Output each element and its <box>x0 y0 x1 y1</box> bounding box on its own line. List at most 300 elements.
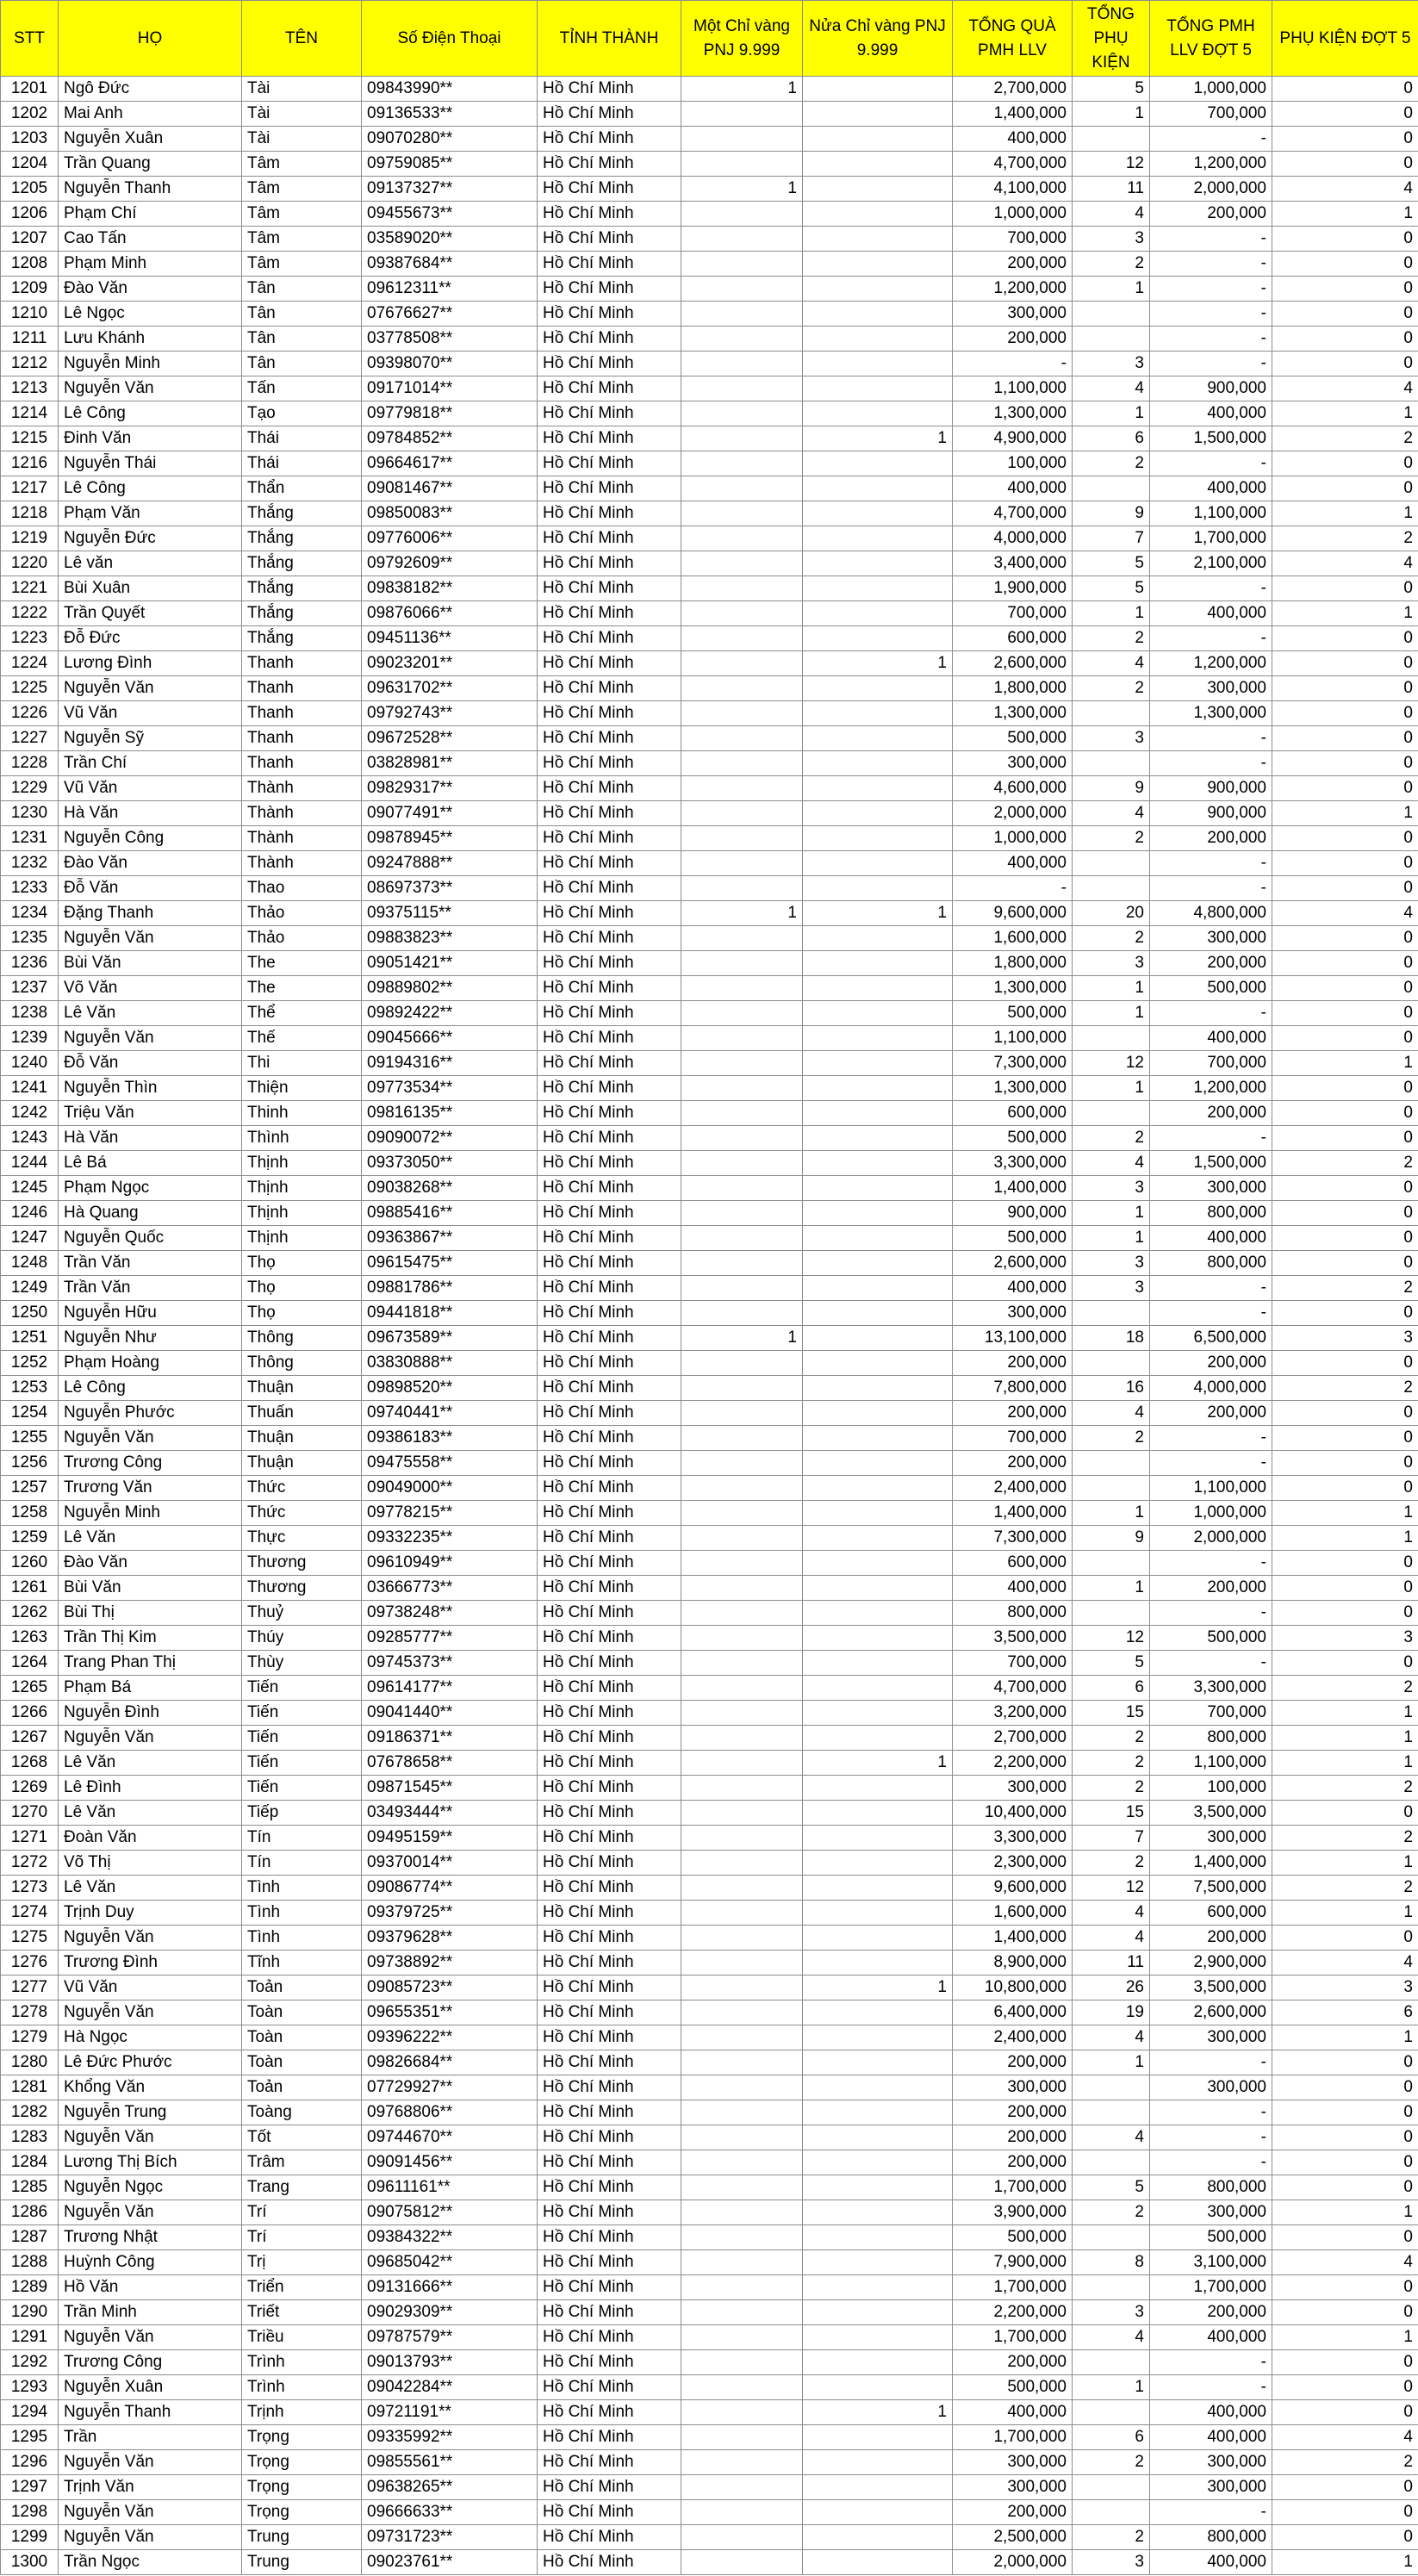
cell-voucher-round5: 300,000 <box>1150 2475 1272 2500</box>
cell-ten: Thuấn <box>242 1401 362 1426</box>
cell-stt: 1254 <box>1 1401 59 1426</box>
cell-total-voucher: 200,000 <box>953 1351 1073 1376</box>
cell-half-chi-gold: 1 <box>803 1751 953 1776</box>
cell-phone: 09673589** <box>362 1326 538 1351</box>
cell-ho: Trang Phan Thị <box>59 1651 242 1676</box>
cell-ho: Lê Bá <box>59 1151 242 1176</box>
cell-voucher-round5: 3,500,000 <box>1150 1801 1272 1826</box>
cell-voucher-round5: 1,200,000 <box>1150 651 1272 676</box>
cell-province: Hồ Chí Minh <box>538 1401 681 1426</box>
cell-half-chi-gold <box>803 726 953 751</box>
cell-ho: Trương Nhật <box>59 2225 242 2250</box>
cell-ho: Lê Đình <box>59 1776 242 1801</box>
cell-one-chi-gold <box>681 426 803 451</box>
cell-ho: Nguyễn Trung <box>59 2100 242 2125</box>
cell-stt: 1244 <box>1 1151 59 1176</box>
cell-province: Hồ Chí Minh <box>538 1826 681 1851</box>
cell-phone: 09384322** <box>362 2225 538 2250</box>
cell-ten: Tâm <box>242 252 362 277</box>
cell-stt: 1291 <box>1 2325 59 2350</box>
cell-ten: Tân <box>242 327 362 352</box>
cell-one-chi-gold <box>681 526 803 551</box>
cell-phone: 09194316** <box>362 1051 538 1076</box>
cell-phone: 09826684** <box>362 2050 538 2075</box>
cell-total-voucher: 2,000,000 <box>953 2550 1073 2575</box>
cell-accessories-round5: 0 <box>1272 1001 1418 1026</box>
cell-total-accessories: 6 <box>1073 2425 1150 2450</box>
cell-accessories-round5: 0 <box>1272 776 1418 801</box>
cell-ho: Nguyễn Văn <box>59 1926 242 1951</box>
cell-accessories-round5: 0 <box>1272 2125 1418 2150</box>
cell-province: Hồ Chí Minh <box>538 177 681 202</box>
table-row <box>1 2175 1418 2200</box>
table-row <box>1 2150 1418 2175</box>
cell-total-voucher: 10,400,000 <box>953 1801 1073 1826</box>
cell-ho: Nguyễn Quốc <box>59 1226 242 1251</box>
cell-phone: 09883823** <box>362 926 538 951</box>
cell-one-chi-gold <box>681 2250 803 2275</box>
cell-ho: Võ Văn <box>59 976 242 1001</box>
cell-stt: 1237 <box>1 976 59 1001</box>
cell-ten: Toàn <box>242 2000 362 2025</box>
table-row <box>1 726 1418 751</box>
cell-voucher-round5: 300,000 <box>1150 926 1272 951</box>
cell-one-chi-gold <box>681 2175 803 2200</box>
cell-province: Hồ Chí Minh <box>538 676 681 701</box>
table-row <box>1 1676 1418 1701</box>
cell-total-voucher: 1,400,000 <box>953 1926 1073 1951</box>
cell-one-chi-gold <box>681 277 803 302</box>
cell-one-chi-gold <box>681 1276 803 1301</box>
cell-voucher-round5: 800,000 <box>1150 1201 1272 1226</box>
table-row <box>1 451 1418 476</box>
cell-ho: Nguyễn Xuân <box>59 2375 242 2400</box>
cell-ho: Nguyễn Văn <box>59 926 242 951</box>
cell-ho: Nguyễn Minh <box>59 352 242 376</box>
cell-voucher-round5: - <box>1150 252 1272 277</box>
cell-stt: 1251 <box>1 1326 59 1351</box>
cell-voucher-round5: - <box>1150 851 1272 876</box>
cell-province: Hồ Chí Minh <box>538 1601 681 1626</box>
cell-ten: Trọng <box>242 2500 362 2525</box>
cell-phone: 09451136** <box>362 626 538 651</box>
cell-phone: 09881786** <box>362 1276 538 1301</box>
cell-half-chi-gold <box>803 2075 953 2100</box>
cell-one-chi-gold <box>681 851 803 876</box>
cell-voucher-round5: 3,500,000 <box>1150 1976 1272 2000</box>
cell-accessories-round5: 0 <box>1272 701 1418 726</box>
cell-total-voucher: 700,000 <box>953 1426 1073 1451</box>
table-row <box>1 751 1418 776</box>
cell-total-voucher: 1,700,000 <box>953 2325 1073 2350</box>
table-row <box>1 2225 1418 2250</box>
cell-total-voucher: 1,800,000 <box>953 676 1073 701</box>
table-row <box>1 926 1418 951</box>
cell-phone: 09740441** <box>362 1401 538 1426</box>
cell-half-chi-gold: 1 <box>803 901 953 926</box>
cell-ten: Thanh <box>242 651 362 676</box>
cell-voucher-round5: 400,000 <box>1150 601 1272 626</box>
cell-stt: 1258 <box>1 1501 59 1526</box>
cell-total-accessories <box>1073 327 1150 352</box>
cell-phone: 08697373** <box>362 876 538 901</box>
cell-one-chi-gold <box>681 376 803 401</box>
cell-one-chi-gold <box>681 476 803 501</box>
cell-ten: Thể <box>242 1001 362 1026</box>
cell-total-voucher: 3,500,000 <box>953 1626 1073 1651</box>
cell-total-voucher: 1,300,000 <box>953 401 1073 426</box>
cell-accessories-round5: 0 <box>1272 1126 1418 1151</box>
cell-ten: Tài <box>242 127 362 152</box>
cell-one-chi-gold <box>681 2100 803 2125</box>
cell-half-chi-gold <box>803 2150 953 2175</box>
cell-ho: Nguyễn Văn <box>59 2000 242 2025</box>
cell-accessories-round5: 0 <box>1272 1401 1418 1426</box>
cell-stt: 1238 <box>1 1001 59 1026</box>
cell-total-voucher: 1,000,000 <box>953 826 1073 851</box>
cell-stt: 1300 <box>1 2550 59 2575</box>
cell-accessories-round5: 0 <box>1272 352 1418 376</box>
cell-accessories-round5: 2 <box>1272 1276 1418 1301</box>
cell-one-chi-gold <box>681 152 803 177</box>
cell-voucher-round5: 800,000 <box>1150 2175 1272 2200</box>
cell-total-accessories: 20 <box>1073 901 1150 926</box>
header-phone: Số Điện Thoại <box>362 1 538 77</box>
cell-total-voucher: 700,000 <box>953 227 1073 252</box>
cell-phone: 09614177** <box>362 1676 538 1701</box>
cell-voucher-round5: - <box>1150 1651 1272 1676</box>
table-row <box>1 851 1418 876</box>
cell-total-accessories: 2 <box>1073 2200 1150 2225</box>
cell-total-voucher: 7,300,000 <box>953 1051 1073 1076</box>
cell-ten: Thịnh <box>242 1226 362 1251</box>
cell-half-chi-gold: 1 <box>803 1976 953 2000</box>
cell-one-chi-gold <box>681 2525 803 2550</box>
cell-stt: 1203 <box>1 127 59 152</box>
cell-total-voucher: 300,000 <box>953 1301 1073 1326</box>
cell-total-accessories: 3 <box>1073 1251 1150 1276</box>
cell-ho: Trương Công <box>59 1451 242 1476</box>
cell-half-chi-gold <box>803 2475 953 2500</box>
cell-one-chi-gold <box>681 1001 803 1026</box>
cell-ten: The <box>242 976 362 1001</box>
cell-voucher-round5: 100,000 <box>1150 1776 1272 1801</box>
cell-stt: 1240 <box>1 1051 59 1076</box>
cell-one-chi-gold <box>681 1676 803 1701</box>
cell-one-chi-gold <box>681 2375 803 2400</box>
cell-phone: 09029309** <box>362 2300 538 2325</box>
table-row <box>1 177 1418 202</box>
cell-voucher-round5: 300,000 <box>1150 2075 1272 2100</box>
cell-province: Hồ Chí Minh <box>538 1451 681 1476</box>
cell-total-voucher: 700,000 <box>953 1651 1073 1676</box>
cell-accessories-round5: 0 <box>1272 1476 1418 1501</box>
cell-stt: 1263 <box>1 1626 59 1651</box>
cell-total-accessories: 2 <box>1073 926 1150 951</box>
cell-province: Hồ Chí Minh <box>538 2325 681 2350</box>
cell-ho: Võ Thị <box>59 1851 242 1876</box>
cell-one-chi-gold <box>681 601 803 626</box>
cell-total-voucher: 1,100,000 <box>953 376 1073 401</box>
cell-total-accessories: 1 <box>1073 1576 1150 1601</box>
cell-phone: 09335992** <box>362 2425 538 2450</box>
cell-ten: Tân <box>242 277 362 302</box>
cell-province: Hồ Chí Minh <box>538 102 681 127</box>
cell-ten: Thúy <box>242 1626 362 1651</box>
cell-phone: 09077491** <box>362 801 538 826</box>
cell-voucher-round5: 300,000 <box>1150 676 1272 701</box>
cell-total-accessories: 1 <box>1073 1076 1150 1101</box>
cell-total-voucher: 6,400,000 <box>953 2000 1073 2025</box>
cell-ten: Tạo <box>242 401 362 426</box>
cell-province: Hồ Chí Minh <box>538 302 681 327</box>
cell-province: Hồ Chí Minh <box>538 1276 681 1301</box>
cell-voucher-round5: 4,000,000 <box>1150 1376 1272 1401</box>
cell-phone: 09070280** <box>362 127 538 152</box>
cell-total-accessories <box>1073 1551 1150 1576</box>
cell-voucher-round5: - <box>1150 1551 1272 1576</box>
cell-accessories-round5: 2 <box>1272 1776 1418 1801</box>
cell-stt: 1249 <box>1 1276 59 1301</box>
cell-voucher-round5: 500,000 <box>1150 1626 1272 1651</box>
cell-province: Hồ Chí Minh <box>538 376 681 401</box>
cell-ten: Trung <box>242 2525 362 2550</box>
cell-voucher-round5: 300,000 <box>1150 2025 1272 2050</box>
table-row <box>1 501 1418 526</box>
cell-ho: Đỗ Đức <box>59 626 242 651</box>
cell-half-chi-gold <box>803 1551 953 1576</box>
cell-one-chi-gold <box>681 1976 803 2000</box>
cell-total-accessories: 5 <box>1073 576 1150 601</box>
cell-accessories-round5: 2 <box>1272 426 1418 451</box>
cell-voucher-round5: 400,000 <box>1150 1226 1272 1251</box>
cell-total-voucher: 3,300,000 <box>953 1826 1073 1851</box>
cell-ten: Thình <box>242 1126 362 1151</box>
table-row <box>1 1126 1418 1151</box>
cell-total-voucher: 200,000 <box>953 1451 1073 1476</box>
cell-voucher-round5: 1,100,000 <box>1150 501 1272 526</box>
cell-phone: 09186371** <box>362 1726 538 1751</box>
cell-voucher-round5: - <box>1150 2050 1272 2075</box>
cell-voucher-round5: 1,000,000 <box>1150 1501 1272 1526</box>
cell-half-chi-gold <box>803 102 953 127</box>
cell-ten: Thịnh <box>242 1151 362 1176</box>
table-row <box>1 1826 1418 1851</box>
cell-ten: Toàn <box>242 2050 362 2075</box>
cell-ho: Bùi Thị <box>59 1601 242 1626</box>
cell-phone: 09441818** <box>362 1301 538 1326</box>
cell-stt: 1270 <box>1 1801 59 1826</box>
cell-total-accessories: 12 <box>1073 1876 1150 1901</box>
cell-voucher-round5: 700,000 <box>1150 102 1272 127</box>
cell-ten: Thực <box>242 1526 362 1551</box>
cell-accessories-round5: 2 <box>1272 1876 1418 1901</box>
cell-phone: 09075812** <box>362 2200 538 2225</box>
cell-total-accessories <box>1073 1601 1150 1626</box>
cell-total-accessories <box>1073 751 1150 776</box>
cell-ten: The <box>242 951 362 976</box>
cell-total-voucher: 300,000 <box>953 751 1073 776</box>
cell-one-chi-gold <box>681 751 803 776</box>
cell-accessories-round5: 0 <box>1272 751 1418 776</box>
cell-one-chi-gold <box>681 1401 803 1426</box>
cell-province: Hồ Chí Minh <box>538 2350 681 2375</box>
cell-ten: Thanh <box>242 701 362 726</box>
cell-ten: Thọ <box>242 1276 362 1301</box>
cell-total-voucher: 7,300,000 <box>953 1526 1073 1551</box>
cell-half-chi-gold <box>803 1476 953 1501</box>
cell-voucher-round5: 300,000 <box>1150 1826 1272 1851</box>
cell-phone: 09816135** <box>362 1101 538 1126</box>
cell-one-chi-gold <box>681 401 803 426</box>
cell-accessories-round5: 1 <box>1272 2200 1418 2225</box>
cell-total-accessories <box>1073 127 1150 152</box>
cell-ten: Thiện <box>242 1076 362 1101</box>
cell-ten: Thùy <box>242 1651 362 1676</box>
table-row <box>1 1151 1418 1176</box>
cell-total-voucher: 1,700,000 <box>953 2425 1073 2450</box>
cell-province: Hồ Chí Minh <box>538 2500 681 2525</box>
cell-province: Hồ Chí Minh <box>538 2450 681 2475</box>
cell-accessories-round5: 2 <box>1272 526 1418 551</box>
cell-one-chi-gold <box>681 1726 803 1751</box>
cell-total-accessories: 4 <box>1073 202 1150 227</box>
cell-half-chi-gold <box>803 926 953 951</box>
cell-stt: 1219 <box>1 526 59 551</box>
cell-total-accessories: 6 <box>1073 426 1150 451</box>
cell-total-accessories: 2 <box>1073 1726 1150 1751</box>
table-row <box>1 1026 1418 1051</box>
cell-one-chi-gold <box>681 1651 803 1676</box>
cell-ho: Nguyễn Văn <box>59 2325 242 2350</box>
cell-stt: 1225 <box>1 676 59 701</box>
cell-accessories-round5: 0 <box>1272 2225 1418 2250</box>
table-row <box>1 1376 1418 1401</box>
cell-phone: 09731723** <box>362 2525 538 2550</box>
cell-half-chi-gold <box>803 2550 953 2575</box>
cell-ho: Lê Văn <box>59 1876 242 1901</box>
cell-total-voucher: 1,300,000 <box>953 1076 1073 1101</box>
cell-half-chi-gold <box>803 876 953 901</box>
cell-phone: 09045666** <box>362 1026 538 1051</box>
cell-one-chi-gold <box>681 1601 803 1626</box>
cell-total-accessories: 1 <box>1073 2050 1150 2075</box>
cell-half-chi-gold <box>803 551 953 576</box>
cell-ten: Thế <box>242 1026 362 1051</box>
table-row <box>1 551 1418 576</box>
cell-total-accessories: 15 <box>1073 1701 1150 1726</box>
cell-province: Hồ Chí Minh <box>538 1751 681 1776</box>
cell-phone: 09850083** <box>362 501 538 526</box>
cell-phone: 09792609** <box>362 551 538 576</box>
cell-province: Hồ Chí Minh <box>538 327 681 352</box>
cell-ho: Nguyễn Sỹ <box>59 726 242 751</box>
cell-accessories-round5: 0 <box>1272 2300 1418 2325</box>
cell-ho: Lê văn <box>59 551 242 576</box>
cell-total-accessories <box>1073 2225 1150 2250</box>
cell-total-voucher: 200,000 <box>953 2150 1073 2175</box>
cell-phone: 09787579** <box>362 2325 538 2350</box>
cell-ten: Toàng <box>242 2100 362 2125</box>
cell-voucher-round5: 1,500,000 <box>1150 1151 1272 1176</box>
cell-one-chi-gold <box>681 1751 803 1776</box>
cell-total-accessories: 12 <box>1073 1051 1150 1076</box>
cell-stt: 1205 <box>1 177 59 202</box>
cell-total-voucher: 600,000 <box>953 1101 1073 1126</box>
cell-total-accessories: 1 <box>1073 1201 1150 1226</box>
cell-voucher-round5: - <box>1150 327 1272 352</box>
cell-total-accessories <box>1073 1451 1150 1476</box>
cell-total-voucher: 100,000 <box>953 451 1073 476</box>
cell-province: Hồ Chí Minh <box>538 1351 681 1376</box>
cell-province: Hồ Chí Minh <box>538 651 681 676</box>
cell-province: Hồ Chí Minh <box>538 901 681 926</box>
cell-total-voucher: 2,500,000 <box>953 2525 1073 2550</box>
cell-stt: 1259 <box>1 1526 59 1551</box>
cell-stt: 1230 <box>1 801 59 826</box>
cell-voucher-round5: 900,000 <box>1150 376 1272 401</box>
cell-one-chi-gold <box>681 252 803 277</box>
cell-one-chi-gold <box>681 2550 803 2575</box>
cell-ho: Trần Quyết <box>59 601 242 626</box>
cell-one-chi-gold <box>681 1101 803 1126</box>
cell-total-accessories: 8 <box>1073 2250 1150 2275</box>
cell-stt: 1208 <box>1 252 59 277</box>
cell-ho: Vũ Văn <box>59 776 242 801</box>
cell-half-chi-gold <box>803 976 953 1001</box>
cell-phone: 09655351** <box>362 2000 538 2025</box>
table-row <box>1 1976 1418 2000</box>
cell-ho: Lê Văn <box>59 1526 242 1551</box>
cell-voucher-round5: 900,000 <box>1150 801 1272 826</box>
cell-phone: 09898520** <box>362 1376 538 1401</box>
cell-half-chi-gold <box>803 951 953 976</box>
table-row <box>1 1301 1418 1326</box>
cell-ho: Trịnh Duy <box>59 1901 242 1926</box>
cell-half-chi-gold <box>803 127 953 152</box>
cell-half-chi-gold <box>803 1676 953 1701</box>
cell-province: Hồ Chí Minh <box>538 576 681 601</box>
table-row <box>1 676 1418 701</box>
cell-phone: 09475558** <box>362 1451 538 1476</box>
cell-half-chi-gold <box>803 2325 953 2350</box>
cell-one-chi-gold <box>681 1826 803 1851</box>
cell-voucher-round5: 2,600,000 <box>1150 2000 1272 2025</box>
cell-ho: Hà Ngọc <box>59 2025 242 2050</box>
cell-half-chi-gold <box>803 1926 953 1951</box>
cell-half-chi-gold <box>803 626 953 651</box>
cell-accessories-round5: 2 <box>1272 2450 1418 2475</box>
cell-one-chi-gold <box>681 1426 803 1451</box>
table-row <box>1 2425 1418 2450</box>
table-row <box>1 1201 1418 1226</box>
cell-half-chi-gold <box>803 1176 953 1201</box>
cell-total-voucher: 9,600,000 <box>953 901 1073 926</box>
cell-total-accessories: 11 <box>1073 177 1150 202</box>
cell-voucher-round5: 200,000 <box>1150 951 1272 976</box>
header-one-chi-gold: Một Chỉ vàng PNJ 9.999 <box>681 1 803 77</box>
cell-total-voucher: 9,600,000 <box>953 1876 1073 1901</box>
cell-phone: 09829317** <box>362 776 538 801</box>
cell-province: Hồ Chí Minh <box>538 501 681 526</box>
cell-total-voucher: 4,700,000 <box>953 1676 1073 1701</box>
cell-ho: Trần Chí <box>59 751 242 776</box>
cell-half-chi-gold <box>803 1026 953 1051</box>
cell-accessories-round5: 0 <box>1272 851 1418 876</box>
cell-half-chi-gold <box>803 826 953 851</box>
cell-total-voucher: 200,000 <box>953 1401 1073 1426</box>
cell-province: Hồ Chí Minh <box>538 1576 681 1601</box>
